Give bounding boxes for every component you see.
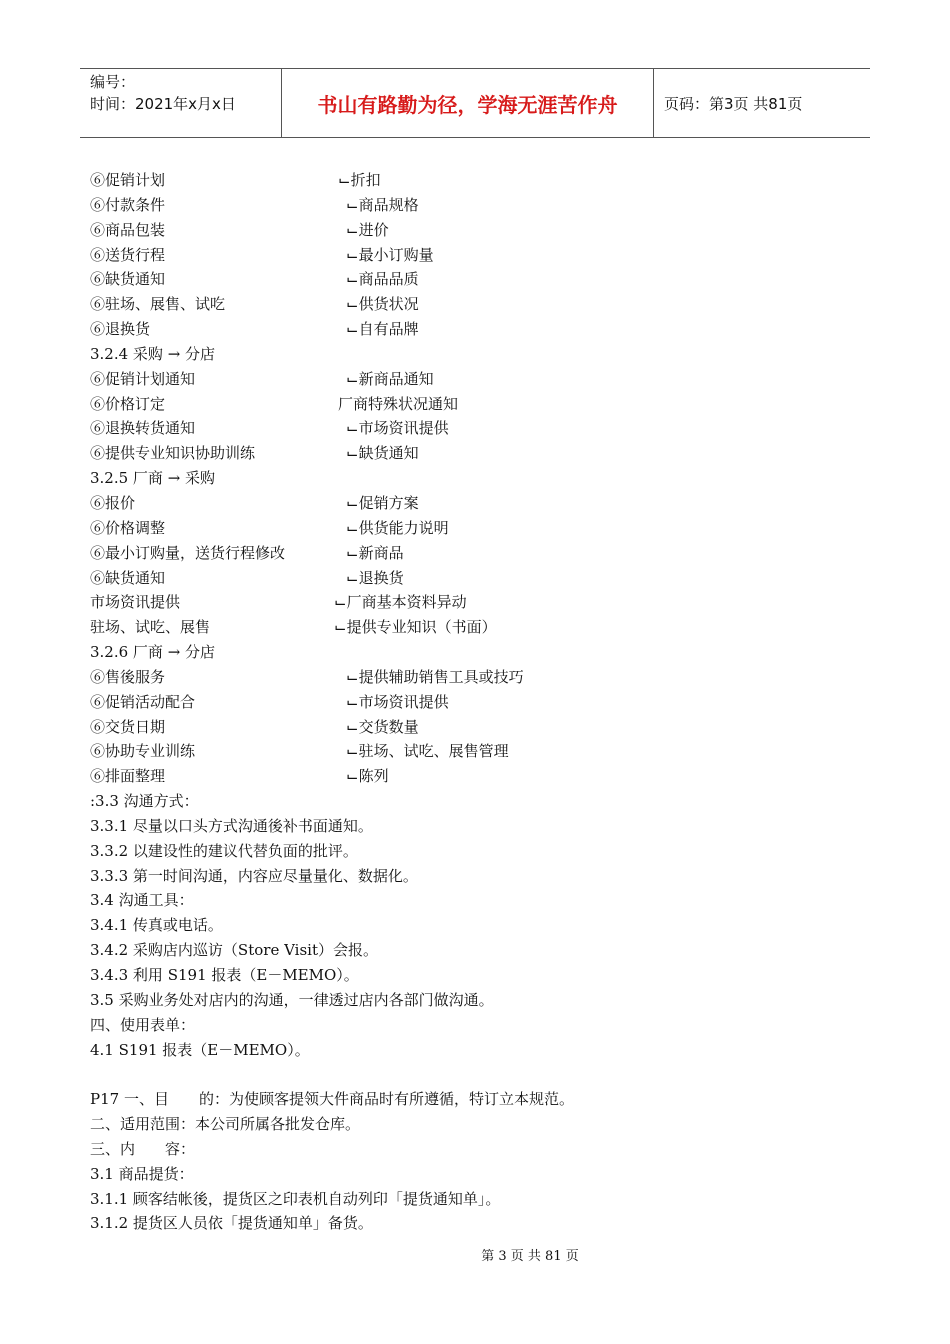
- page-header: [80, 68, 870, 138]
- line-text: ⑥退换货: [90, 320, 151, 339]
- text-line: [90, 888, 870, 913]
- header-page-info: 页码：第3页 共81页: [664, 94, 803, 113]
- line-text: ⑥排面整理: [90, 767, 166, 786]
- text-line: [90, 1162, 870, 1187]
- line-text: 3.4.2 采购店内巡访（Store Visit）会报。: [90, 941, 378, 960]
- line-text: ⑥商品包装: [90, 220, 166, 239]
- text-line: [90, 168, 870, 193]
- line-text: 3.5 采购业务处对店内的沟通，一律透过店内各部门做沟通。: [90, 990, 494, 1009]
- line-text: ⑥付款条件: [90, 195, 166, 214]
- line-text: 四、使用表单：: [90, 1015, 196, 1034]
- text-line: [90, 516, 870, 541]
- text-line: [90, 988, 870, 1013]
- line-text: 3.4.1 传真或电话。: [90, 916, 223, 935]
- text-line: [90, 1038, 870, 1063]
- line-text: ⑥最小订购量，送货行程修改: [90, 543, 286, 562]
- text-line: [90, 416, 870, 441]
- text-line: [90, 1187, 870, 1212]
- text-line: [90, 367, 870, 392]
- line-right-text: ⌙提供辅助销售工具或技巧: [346, 667, 524, 686]
- line-text: 3.3.1 尽量以口头方式沟通後补书面通知。: [90, 816, 373, 835]
- line-right-text: ⌙供货状况: [346, 295, 419, 314]
- line-text: ⑥报价: [90, 493, 136, 512]
- line-text: ⑥促销计划通知: [90, 369, 196, 388]
- text-line: [90, 193, 870, 218]
- text-line: [90, 764, 870, 789]
- line-text: 3.1.2 提货区人员依「提货通知单」备货。: [90, 1214, 373, 1233]
- line-right-text: ⌙市场资讯提供: [346, 419, 449, 438]
- header-motto: 书山有路勤为径，学海无涯苦作舟: [282, 69, 654, 137]
- text-line: [90, 665, 870, 690]
- line-text: 3.3.2 以建设性的建议代替负面的批评。: [90, 841, 358, 860]
- text-line: [90, 690, 870, 715]
- header-meta: [80, 69, 282, 137]
- text-line: [90, 715, 870, 740]
- text-line: [90, 566, 870, 591]
- line-text: 3.4 沟通工具：: [90, 891, 194, 910]
- line-text: 3.1.1 顾客结帐後，提货区之印表机自动列印「提货通知单」。: [90, 1189, 501, 1208]
- line-text: 3.3.3 第一时间沟通，内容应尽量量化、数据化。: [90, 866, 418, 885]
- text-line: [90, 1211, 870, 1236]
- line-right-text: ⌙驻场、试吃、展售管理: [346, 742, 509, 761]
- text-line: [90, 292, 870, 317]
- line-text: 3.1 商品提货：: [90, 1164, 194, 1183]
- text-line: [90, 342, 870, 367]
- line-right-text: ⌙缺货通知: [346, 444, 419, 463]
- line-right-text: ⌙市场资讯提供: [346, 692, 449, 711]
- line-text: ⑥促销计划: [90, 171, 166, 189]
- text-line: [90, 1112, 870, 1137]
- text-line: [90, 218, 870, 243]
- line-right-text: ⌙供货能力说明: [346, 518, 449, 537]
- page-footer: [0, 1245, 950, 1264]
- line-text: ⑥促销活动配合: [90, 692, 196, 711]
- text-line: [90, 739, 870, 764]
- text-line: [90, 541, 870, 566]
- text-line: [90, 913, 870, 938]
- line-text: ⑥售後服务: [90, 667, 166, 686]
- text-line: [90, 491, 870, 516]
- text-line: [90, 864, 870, 889]
- line-right-text: ⌙自有品牌: [346, 320, 419, 339]
- text-line: [90, 938, 870, 963]
- text-line: [90, 1013, 870, 1038]
- line-text: ⑥协助专业训练: [90, 742, 196, 761]
- line-text: ⑥缺货通知: [90, 568, 166, 587]
- text-line: [90, 789, 870, 814]
- line-text: ⑥缺货通知: [90, 270, 166, 289]
- text-line: [90, 243, 870, 268]
- document-number: 编号：: [90, 73, 136, 91]
- text-line: [90, 466, 870, 491]
- line-right-text: ⌙交货数量: [346, 717, 419, 736]
- line-text: 三、内 容：: [90, 1139, 196, 1158]
- line-text: ⑥价格调整: [90, 518, 166, 537]
- line-text: 3.2.5 厂商 → 采购: [90, 469, 216, 488]
- text-line: [90, 1062, 870, 1087]
- text-line: [90, 963, 870, 988]
- line-text: P17 一、目 的：为使顾客提领大件商品时有所遵循，特订立本规范。: [90, 1090, 574, 1109]
- text-line: [90, 839, 870, 864]
- line-text: :3.3 沟通方式：: [90, 792, 199, 811]
- line-text: 二、适用范围：本公司所属各批发仓库。: [90, 1115, 361, 1134]
- line-right-text: ⌙新商品通知: [346, 369, 434, 388]
- line-text: 3.2.6 厂商 → 分店: [90, 643, 216, 662]
- line-right-text: ⌙陈列: [346, 767, 389, 786]
- text-line: [90, 1087, 870, 1112]
- text-line: [90, 814, 870, 839]
- line-right-text: ⌙厂商基本资料异动: [334, 593, 467, 612]
- document-body: [90, 168, 870, 1236]
- text-line: [90, 1137, 870, 1162]
- line-text: 4.1 S191 报表（E－MEMO）。: [90, 1040, 310, 1059]
- text-line: [90, 392, 870, 417]
- footer-page-number: 第 3 页 共 81 页: [481, 1249, 579, 1264]
- line-text: ⑥提供专业知识协助训练: [90, 444, 256, 463]
- line-right-text: ⌙折扣: [338, 171, 381, 189]
- line-right-text: ⌙商品规格: [346, 195, 419, 214]
- line-text: 3.4.3 利用 S191 报表（E－MEMO）。: [90, 966, 359, 984]
- line-right-text: ⌙商品品质: [346, 270, 419, 289]
- line-text: ⑥交货日期: [90, 717, 166, 736]
- line-right-text: 厂商特殊状况通知: [338, 394, 459, 413]
- line-text: ⑥价格订定: [90, 394, 166, 413]
- text-line: [90, 640, 870, 665]
- document-date: 时间：2021年x月x日: [90, 95, 236, 113]
- line-right-text: ⌙进价: [346, 220, 389, 239]
- line-right-text: ⌙退换货: [346, 568, 404, 587]
- text-line: [90, 267, 870, 292]
- line-right-text: ⌙新商品: [346, 543, 404, 562]
- line-text: 驻场、试吃、展售: [90, 618, 211, 637]
- line-right-text: ⌙最小订购量: [346, 245, 434, 264]
- line-text: 3.2.4 采购 → 分店: [90, 344, 216, 363]
- line-text: ⑥送货行程: [90, 245, 166, 264]
- text-line: [90, 590, 870, 615]
- text-line: [90, 317, 870, 342]
- line-text: 市场资讯提供: [90, 593, 181, 612]
- text-line: [90, 615, 870, 640]
- line-text: ⑥驻场、展售、试吃: [90, 295, 226, 314]
- line-right-text: ⌙促销方案: [346, 493, 419, 512]
- text-line: [90, 441, 870, 466]
- line-right-text: ⌙提供专业知识（书面）: [334, 618, 497, 637]
- line-text: ⑥退换转货通知: [90, 419, 196, 438]
